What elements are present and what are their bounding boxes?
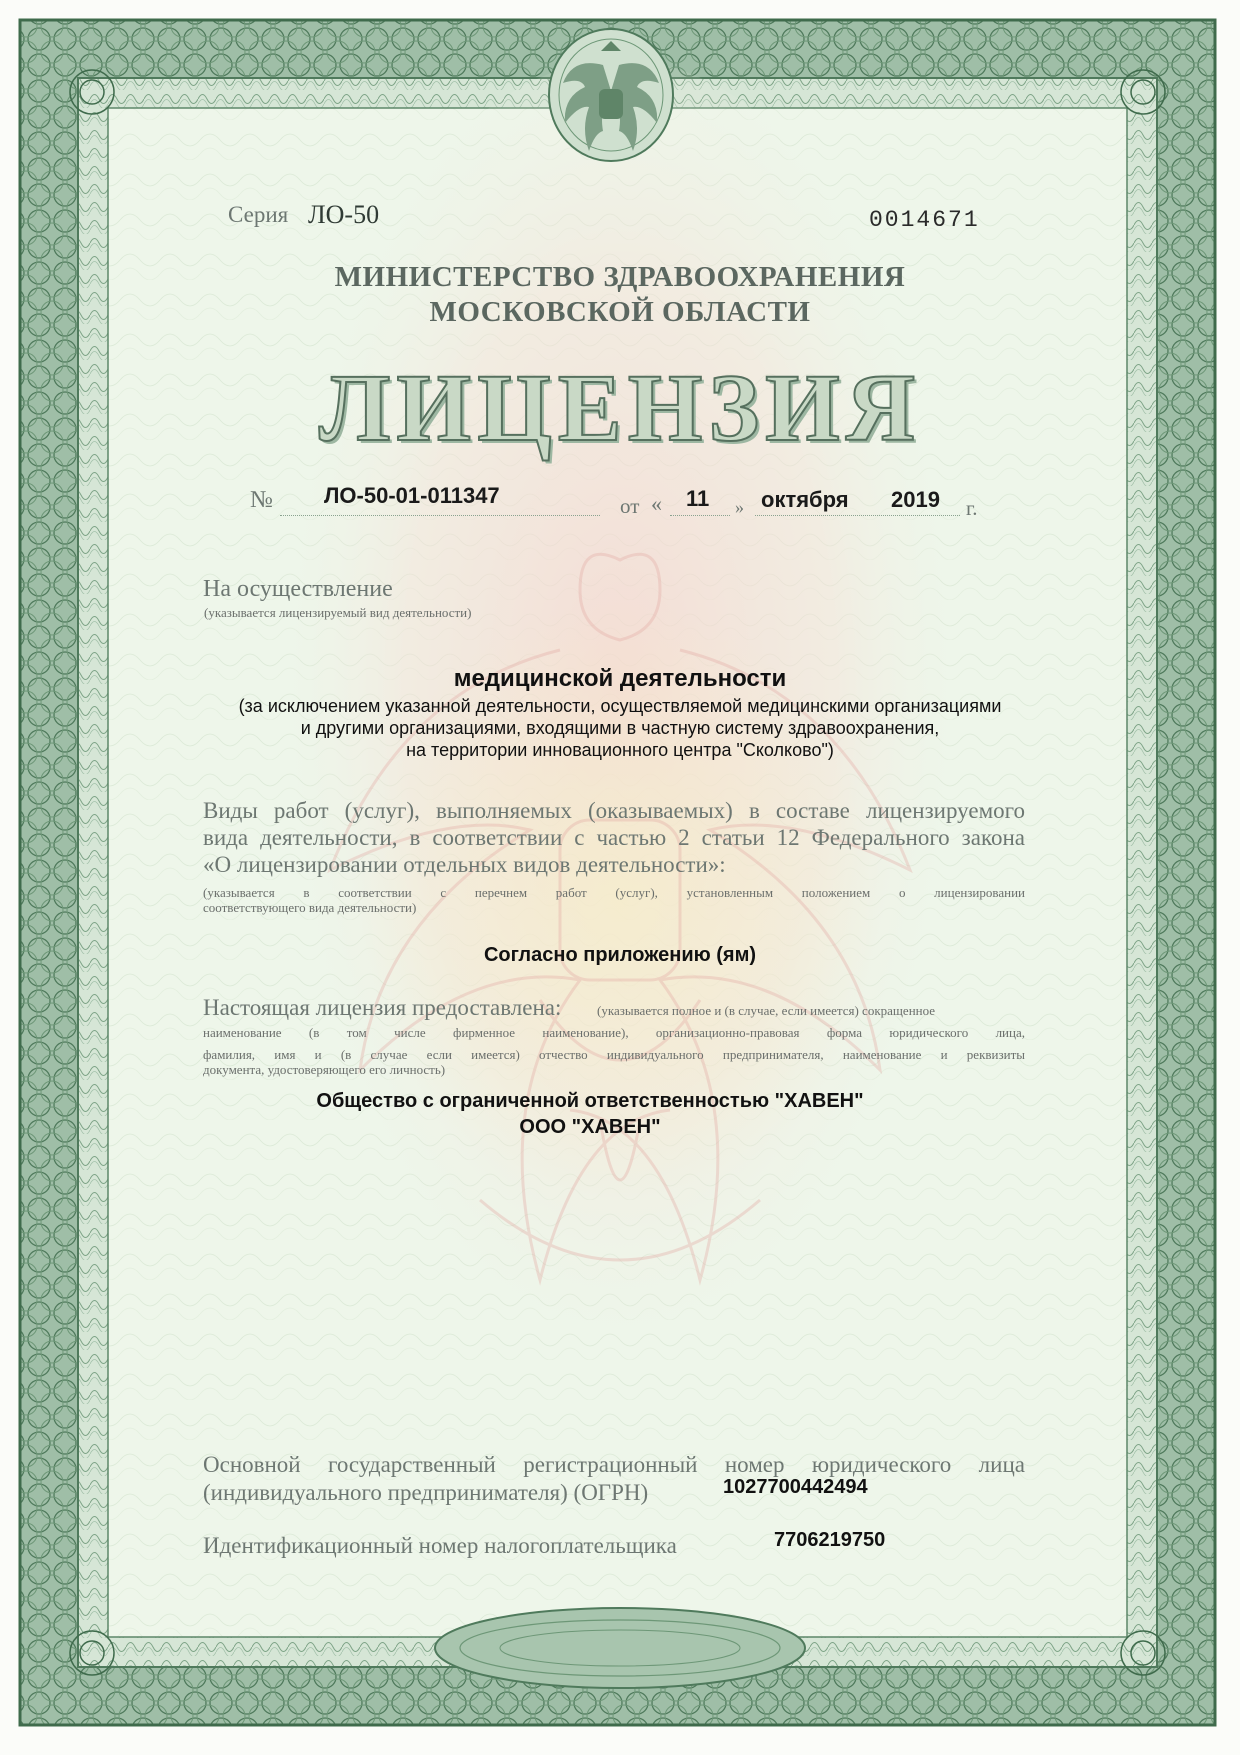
activity-hint: (указывается лицензируемый вид деятельности)	[204, 605, 472, 620]
year-suffix: г.	[966, 496, 978, 520]
licensee-hint-line4: документа, удостоверяющего его личность)	[203, 1062, 446, 1077]
licensee-hint-line1: (указывается полное и (в случае, если имеется) сокращенное	[597, 1003, 936, 1018]
ogrn-label-line2: (индивидуального предпринимателя) (ОГРН)	[203, 1480, 649, 1505]
licensee-label: Настоящая лицензия предоставлена:	[203, 995, 562, 1020]
activity-label: На осуществление	[203, 576, 393, 602]
quote-open: «	[651, 491, 662, 516]
activity-note-line3: на территории инновационного центра "Сколково")	[406, 740, 834, 760]
activity-note-line1: (за исключением указанной деятельности, осуществляемой медицинскими организациями	[238, 696, 1002, 716]
license-year: 2019	[891, 487, 940, 512]
number-sign: №	[250, 487, 273, 513]
double-headed-eagle-emblem	[549, 29, 673, 161]
license-day: 11	[686, 486, 710, 511]
activity-note-line2: и другими организациями, входящими в частную систему здравоохранения,	[300, 718, 940, 738]
document-title: ЛИЦЕНЗИЯ	[318, 354, 922, 461]
series-value: ЛО-50	[308, 200, 380, 229]
licensee-short-name: ООО "ХАВЕН"	[519, 1116, 661, 1138]
ogrn-label-line1: Основной государственный регистрационный номер юридического лица	[203, 1452, 1025, 1477]
series-label: Серия	[228, 202, 289, 227]
inn-value: 7706219750	[774, 1529, 886, 1551]
licensee-full-name: Общество с ограниченной ответственностью "ХАВЕН"	[316, 1090, 864, 1112]
date-underline	[755, 515, 960, 516]
license-month: октября	[761, 487, 849, 512]
activity-name: медицинской деятельности	[453, 665, 787, 692]
works-hint-line1: (указывается в соответствии с перечнем работ (услуг), установленным положением о лицензировании	[203, 885, 1025, 900]
number-underline	[280, 515, 600, 516]
quote-close: »	[735, 497, 744, 517]
works-label-line1: Виды работ (услуг), выполняемых (оказываемых) в составе лицензируемого	[203, 798, 1025, 823]
licensee-hint-line2: наименование (в том числе фирменное наименование), организационно-правовая форма юридического лица,	[203, 1025, 1025, 1040]
ministry-name-line2: МОСКОВСКОЙ ОБЛАСТИ	[429, 296, 811, 328]
day-underline	[670, 515, 730, 516]
license-number: ЛО-50-01-011347	[324, 483, 500, 508]
ministry-name-line1: МИНИСТЕРСТВО ЗДРАВООХРАНЕНИЯ	[334, 261, 906, 293]
from-label: от	[620, 494, 640, 518]
blank-number: 0014671	[869, 207, 980, 233]
bottom-ornament	[435, 1608, 805, 1688]
inn-label: Идентификационный номер налогоплательщика	[203, 1533, 677, 1558]
works-label-line2: вида деятельности, в соответствии с частью 2 статьи 12 Федерального закона	[203, 825, 1025, 850]
works-hint-line2: соответствующего вида деятельности)	[203, 900, 417, 915]
works-value: Согласно приложению (ям)	[483, 944, 757, 966]
licensee-hint-line3: фамилия, имя и (в случае если имеется) отчество индивидуального предпринимателя, наименование и реквизиты	[203, 1047, 1025, 1062]
ogrn-value: 1027700442494	[723, 1476, 868, 1498]
works-label-line3: «О лицензировании отдельных видов деятельности»:	[203, 852, 726, 877]
